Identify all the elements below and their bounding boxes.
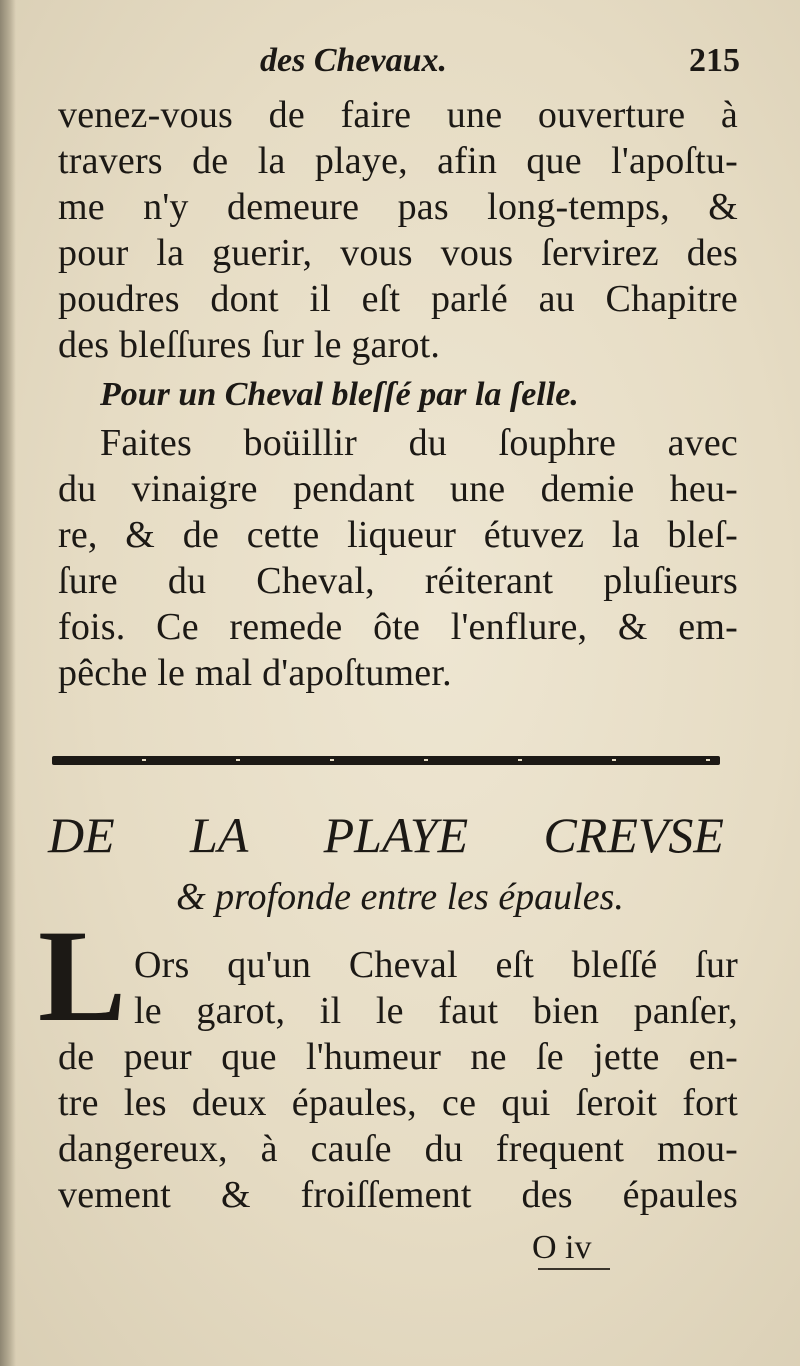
text-line: Ors qu'un Cheval eſt bleſſé ſur [134,944,738,986]
text-line: tre les deux épaules, ce qui ſeroit fort [58,1082,738,1124]
text-line: pêche le mal d'apoſtumer. [58,652,452,694]
signature-mark: O iv [532,1229,592,1266]
chapter-title-word: CREVSE [543,807,724,863]
text-line: me n'y demeure pas long-temps, & [58,186,738,228]
chapter-title [48,805,724,865]
running-head: des Chevaux. [260,42,447,79]
page-number: 215 [689,42,740,79]
drop-cap: L [38,902,127,1049]
paragraph-continued [58,92,738,368]
paragraph-chapter-body [58,942,738,1218]
text-line: des bleſſures ſur le garot. [58,324,441,366]
text-line: venez-vous de faire une ouverture à [58,94,738,136]
text-line: dangereux, à cauſe du frequent mou- [58,1128,738,1170]
chapter-subtitle: & profonde entre les épaules. [176,876,624,918]
text-line: le garot, il le faut bien panſer, [134,990,738,1032]
text-line: fois. Ce remede ôte l'enflure, & em- [58,606,738,648]
chapter-title-word: LA [189,807,249,863]
page-header [60,42,740,94]
text-line: de peur que l'humeur ne ſe jette en- [58,1036,738,1078]
signature-underline [538,1268,610,1270]
text-line: Faites boüillir du ſouphre avec [100,422,738,464]
text-line: poudres dont il eſt parlé au Chapitre [58,278,738,320]
text-line: du vinaigre pendant une demie heu- [58,468,738,510]
text-line: pour la guerir, vous vous ſervirez des [58,232,738,274]
section-divider-rule [52,756,720,765]
text-line: vement & froiſſement des épaules [58,1174,738,1216]
chapter-title-word: PLAYE [323,807,469,863]
page-gutter-shadow [0,0,16,1366]
paragraph-remedy [58,420,738,696]
text-line: travers de la playe, afin que l'apoſtu- [58,140,738,182]
section-subheading: Pour un Cheval bleſſé par la ſelle. [100,376,579,413]
chapter-title-word: DE [48,807,115,863]
text-line: ſure du Cheval, réiterant pluſieurs [58,560,738,602]
text-line: re, & de cette liqueur étuvez la bleſ- [58,514,738,556]
